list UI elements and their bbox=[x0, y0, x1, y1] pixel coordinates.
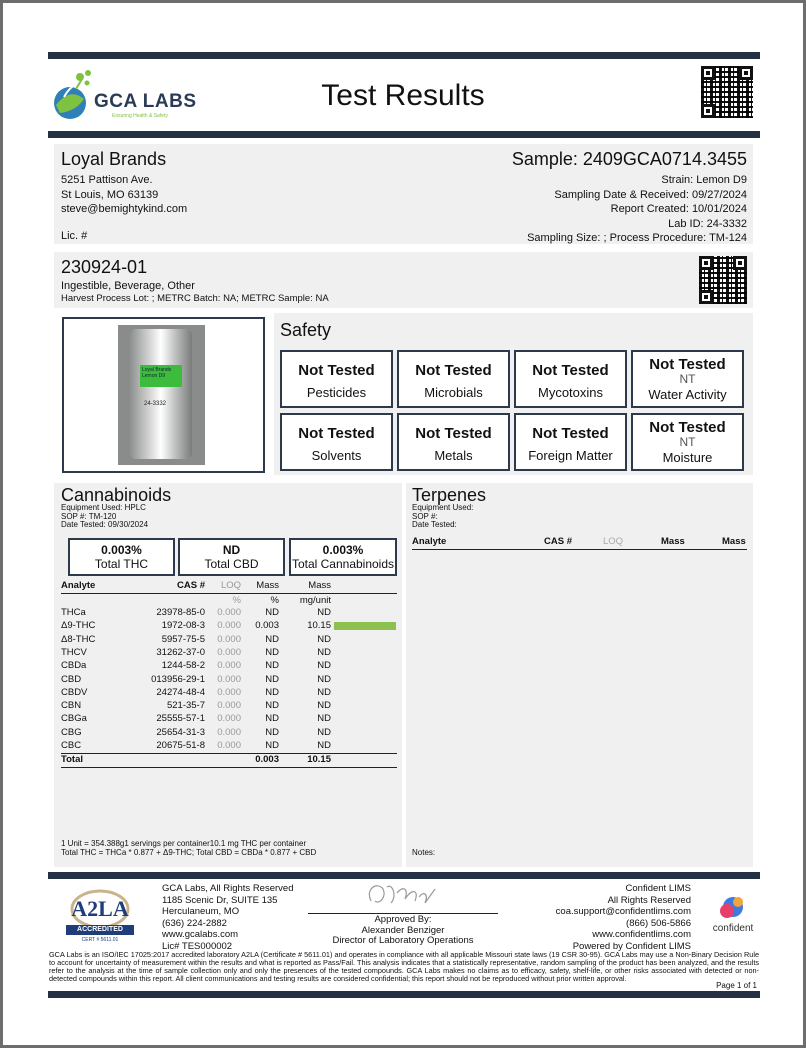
table-bottom-rule bbox=[61, 767, 397, 768]
sample-details bbox=[527, 173, 747, 246]
cas-cell: 24274-48-4 bbox=[156, 686, 205, 698]
safety-test-solvents bbox=[280, 413, 393, 471]
approval-block bbox=[303, 915, 503, 947]
mass-mg-cell: ND bbox=[317, 633, 331, 645]
gca-logo bbox=[50, 67, 197, 125]
mass-mg-cell: ND bbox=[317, 726, 331, 738]
mass-mg-cell: ND bbox=[317, 673, 331, 685]
lab-contact bbox=[162, 883, 293, 952]
mass-pct-cell: ND bbox=[265, 646, 279, 658]
safety-status: Not Tested bbox=[298, 362, 375, 379]
total-cbd-label: Total CBD bbox=[204, 557, 259, 571]
safety-status: Not Tested bbox=[415, 425, 492, 442]
cas-cell: 25555-57-1 bbox=[156, 713, 205, 725]
mass-mg-cell: ND bbox=[317, 660, 331, 672]
terp-col-loq: LOQ bbox=[603, 536, 624, 547]
safety-test-microbials bbox=[397, 350, 510, 408]
safety-test-mycotoxins bbox=[514, 350, 627, 408]
table-row bbox=[61, 634, 397, 647]
safety-test-metals bbox=[397, 413, 510, 471]
loq-cell: 0.000 bbox=[217, 686, 241, 698]
terpenes-heading: Terpenes bbox=[412, 485, 487, 505]
cas-cell: 1972-08-3 bbox=[161, 620, 205, 632]
mass-pct-cell: ND bbox=[265, 607, 279, 618]
a2la-cert: CERT # 5611.01 bbox=[81, 937, 119, 943]
col-loq: LOQ bbox=[220, 580, 241, 591]
loq-cell: 0.000 bbox=[217, 726, 241, 738]
lab-address1: 1185 Scenic Dr, SUITE 135 bbox=[162, 894, 278, 906]
safety-label: Metals bbox=[434, 448, 473, 463]
col-mass-pct: Mass bbox=[256, 580, 279, 591]
lims-phone: (866) 506-5866 bbox=[626, 917, 691, 929]
analyte-cell: Δ9-THC bbox=[61, 620, 96, 632]
table-row bbox=[61, 713, 397, 726]
accredited-banner: ACCREDITED bbox=[66, 925, 134, 935]
table-row bbox=[61, 727, 397, 740]
lab-id: Lab ID: 24-3332 bbox=[668, 217, 747, 230]
client-sample-panel bbox=[54, 144, 753, 244]
table-row bbox=[61, 607, 397, 620]
table-row bbox=[61, 674, 397, 687]
total-cbd-box bbox=[178, 538, 285, 576]
sample-date: Sampling Date & Received: 09/27/2024 bbox=[554, 188, 747, 201]
loq-cell: 0.000 bbox=[217, 646, 241, 658]
cas-cell: 1244-58-2 bbox=[161, 660, 205, 672]
beverage-can bbox=[130, 329, 192, 459]
logo-text: GCA LABS bbox=[94, 91, 197, 112]
mass-pct-cell: ND bbox=[265, 726, 279, 738]
safety-label: Moisture bbox=[662, 450, 713, 465]
cas-cell: 013956-29-1 bbox=[151, 673, 205, 685]
safety-status: Not Tested bbox=[298, 425, 375, 442]
approver-title: Director of Laboratory Operations bbox=[332, 935, 474, 946]
client-license: Lic. # bbox=[61, 230, 88, 242]
analyte-cell: THCV bbox=[61, 646, 87, 658]
confident-mark-icon bbox=[705, 893, 761, 923]
table-row bbox=[61, 647, 397, 660]
client-address-line1: 5251 Pattison Ave. bbox=[61, 174, 153, 186]
confident-logo bbox=[705, 893, 761, 939]
a2la-logo bbox=[65, 883, 135, 945]
confident-wordmark: confident bbox=[712, 923, 754, 934]
terp-col-analyte: Analyte bbox=[412, 536, 447, 547]
total-mg: 10.15 bbox=[307, 754, 331, 765]
cas-cell: 521-35-7 bbox=[166, 700, 205, 712]
unit-mass-pct: % bbox=[270, 595, 279, 606]
terpenes-date: Date Tested: bbox=[412, 520, 457, 529]
approver-name: Alexander Benziger bbox=[361, 924, 445, 936]
terpenes-meta bbox=[412, 504, 473, 530]
lims-name: Confident LIMS bbox=[625, 883, 691, 894]
table-row bbox=[61, 700, 397, 713]
total-cannabinoids-box bbox=[289, 538, 397, 576]
loq-cell: 0.000 bbox=[217, 700, 241, 712]
total-formula-note: Total THC = THCa * 0.877 + Δ9-THC; Total CBD = CBDa * 0.877 + CBD bbox=[61, 848, 317, 857]
loq-cell: 0.000 bbox=[217, 673, 241, 685]
a2la-mark-icon bbox=[65, 883, 135, 929]
sample-photo bbox=[118, 325, 205, 465]
sample-strain: Strain: Lemon D9 bbox=[661, 174, 747, 186]
analyte-cell: CBN bbox=[61, 700, 82, 712]
mass-pct-cell: ND bbox=[265, 686, 279, 698]
approved-by-label: Approved By: bbox=[374, 914, 432, 925]
lab-address2: Herculaneum, MO bbox=[162, 906, 240, 917]
terpenes-notes: Notes: bbox=[412, 848, 436, 857]
mass-mg-cell: ND bbox=[317, 700, 331, 712]
total-thc-box bbox=[68, 538, 175, 576]
analyte-cell: THCa bbox=[61, 607, 86, 618]
analyte-cell: CBDV bbox=[61, 686, 88, 698]
terpenes-sop: SOP #: bbox=[412, 511, 438, 521]
lims-rights: All Rights Reserved bbox=[607, 894, 691, 906]
disclaimer: GCA Labs is an ISO/IEC 17025:2017 accredited laboratory A2LA (Certificate # 5611.01) and operates in compliance with all applicable Missouri state laws (19 CSR 30-95). GCA Labs may use a Non-Binary Decision Rule to account for uncertainty of measurement within the results and what is reported as Pass/Fail. This analysis indicates that a statistically representative, random sampling of the product has been analyzed, and the results refer to the analysis at the time of sample collection only and only the presences of the tested compounds. GCA Labs makes no claims as to efficacy, safety, shelf-life, or other risks associated with detected or non-detected compounds within this report. All client communications and testing results are considered confidential; this report should not be reproduced without prior written approval. bbox=[49, 950, 759, 983]
analyte-cell: CBGa bbox=[61, 713, 87, 725]
total-label: Total bbox=[61, 754, 83, 765]
cannabinoid-total-row bbox=[61, 754, 397, 767]
safety-label: Microbials bbox=[424, 385, 483, 400]
cannabinoids-meta bbox=[61, 504, 148, 530]
terp-header-rule bbox=[412, 549, 747, 550]
mass-mg-cell: ND bbox=[317, 607, 331, 618]
safety-code: NT bbox=[679, 372, 696, 386]
col-analyte: Analyte bbox=[61, 580, 96, 591]
product-panel bbox=[54, 252, 753, 308]
safety-label: Mycotoxins bbox=[537, 385, 604, 400]
table-row bbox=[61, 660, 397, 673]
mass-mg-cell: ND bbox=[317, 686, 331, 698]
header-rule bbox=[48, 131, 760, 138]
analyte-cell: CBC bbox=[61, 740, 82, 751]
mass-mg-cell: 10.15 bbox=[307, 620, 331, 632]
total-thc-label: Total THC bbox=[94, 557, 149, 571]
svg-text:A2LA: A2LA bbox=[71, 896, 129, 921]
total-pct: 0.003 bbox=[255, 754, 279, 765]
unit-loq: % bbox=[232, 595, 241, 606]
terpenes-equipment: Equipment Used: bbox=[412, 503, 474, 512]
safety-status: Not Tested bbox=[532, 362, 609, 379]
lims-powered: Powered by Confident LIMS bbox=[572, 940, 691, 952]
can-code: 24-3332 bbox=[144, 401, 167, 407]
safety-test-foreign-matter bbox=[514, 413, 627, 471]
col-mass-mg: Mass bbox=[308, 580, 331, 591]
lims-website[interactable]: www.confidentlims.com bbox=[592, 929, 691, 940]
safety-label: Foreign Matter bbox=[528, 448, 613, 463]
top-rule bbox=[48, 52, 760, 59]
loq-cell: 0.000 bbox=[217, 660, 241, 672]
report-page bbox=[3, 3, 803, 1045]
col-cas: CAS # bbox=[177, 580, 205, 591]
safety-code: NT bbox=[679, 435, 696, 449]
sample-photo-frame bbox=[62, 317, 265, 473]
cas-cell: 25654-31-3 bbox=[156, 726, 205, 738]
approver-signature bbox=[363, 879, 443, 913]
unit-mass-mg: mg/unit bbox=[299, 595, 331, 606]
product-type: Ingestible, Beverage, Other bbox=[61, 280, 195, 292]
mass-pct-cell: ND bbox=[265, 633, 279, 645]
cannabinoids-equipment: Equipment Used: HPLC bbox=[61, 503, 146, 512]
lab-website[interactable]: www.gcalabs.com bbox=[162, 929, 239, 940]
cas-cell: 20675-51-8 bbox=[156, 740, 205, 751]
serving-note: 1 Unit = 354.388g1 servings per container10.1 mg THC per container bbox=[61, 839, 307, 848]
logo-tagline: Ensuring Health & Safety bbox=[112, 113, 168, 119]
cannabinoids-sop: SOP #: TM-120 bbox=[61, 511, 117, 521]
mass-mg-cell: ND bbox=[317, 713, 331, 725]
terp-col-cas: CAS # bbox=[544, 536, 572, 547]
lab-name: GCA Labs, All Rights Reserved bbox=[162, 883, 294, 894]
total-thc-value: 0.003% bbox=[101, 543, 142, 557]
table-row bbox=[61, 740, 397, 753]
client-address bbox=[61, 173, 187, 217]
total-cannabinoids-label: Total Cannabinoids bbox=[291, 557, 395, 571]
mass-pct-cell: 0.003 bbox=[255, 620, 279, 632]
loq-cell: 0.000 bbox=[217, 713, 241, 725]
client-address-line2: St Louis, MO 63139 bbox=[61, 188, 159, 201]
analyte-cell: CBDa bbox=[61, 660, 87, 672]
cannabinoids-heading: Cannabinoids bbox=[61, 485, 172, 505]
safety-heading: Safety bbox=[280, 320, 332, 340]
terp-col-mass1: Mass bbox=[661, 536, 685, 547]
loq-cell: 0.000 bbox=[217, 740, 241, 751]
cannabinoid-table-header bbox=[61, 580, 397, 593]
potency-bar bbox=[334, 622, 396, 630]
cannabinoid-footnotes bbox=[61, 839, 316, 857]
mass-pct-cell: ND bbox=[265, 740, 279, 751]
mass-pct-cell: ND bbox=[265, 660, 279, 672]
analyte-cell: CBD bbox=[61, 673, 82, 685]
table-header-rule bbox=[61, 593, 397, 594]
mass-pct-cell: ND bbox=[265, 700, 279, 712]
lab-license: Lic# TES000002 bbox=[162, 940, 233, 952]
total-cannabinoids-value: 0.003% bbox=[322, 543, 364, 557]
sample-id: Sample: 2409GCA0714.3455 bbox=[511, 149, 747, 169]
safety-label: Pesticides bbox=[306, 385, 367, 400]
table-row bbox=[61, 620, 397, 633]
sampling-size: Sampling Size: ; Process Procedure: TM-124 bbox=[527, 232, 747, 244]
safety-status: Not Tested bbox=[415, 362, 492, 379]
safety-label: Water Activity bbox=[648, 387, 727, 402]
terpene-table-header bbox=[412, 536, 747, 549]
lims-email[interactable]: coa.support@confidentlims.com bbox=[555, 906, 691, 917]
mass-mg-cell: ND bbox=[317, 646, 331, 658]
client-name: Loyal Brands bbox=[61, 149, 167, 169]
product-qr-code[interactable] bbox=[699, 256, 747, 304]
terp-col-mass2: Mass bbox=[722, 536, 746, 547]
safety-label: Solvents bbox=[311, 448, 362, 463]
bottom-rule bbox=[48, 991, 760, 998]
safety-status: Not Tested bbox=[649, 419, 726, 436]
safety-status: Not Tested bbox=[532, 425, 609, 442]
report-qr-code[interactable] bbox=[701, 66, 753, 118]
lab-phone: (636) 224-2882 bbox=[162, 917, 227, 929]
cas-cell: 31262-37-0 bbox=[156, 646, 205, 658]
cas-cell: 23978-85-0 bbox=[156, 607, 205, 618]
safety-test-moisture bbox=[631, 413, 744, 471]
loq-cell: 0.000 bbox=[217, 620, 241, 632]
harvest-info: Harvest Process Lot: ; METRC Batch: NA; METRC Sample: NA bbox=[61, 293, 329, 304]
report-created: Report Created: 10/01/2024 bbox=[610, 203, 747, 215]
page-number: Page 1 of 1 bbox=[716, 981, 757, 990]
batch-number: 230924-01 bbox=[61, 257, 148, 277]
table-row bbox=[61, 687, 397, 700]
safety-test-water-activity bbox=[631, 350, 744, 408]
mass-mg-cell: ND bbox=[317, 740, 331, 751]
analyte-cell: CBG bbox=[61, 726, 82, 738]
cannabinoids-date: Date Tested: 09/30/2024 bbox=[61, 520, 149, 529]
lims-contact bbox=[556, 883, 691, 952]
page-title: Test Results bbox=[321, 79, 485, 112]
cas-cell: 5957-75-5 bbox=[161, 633, 205, 645]
footer-rule bbox=[48, 872, 760, 879]
client-email: steve@bemightykind.com bbox=[61, 203, 188, 215]
loq-cell: 0.000 bbox=[217, 633, 241, 645]
can-label: Loyal Brands Lemon D9 bbox=[140, 365, 182, 387]
mass-pct-cell: ND bbox=[265, 713, 279, 725]
total-cbd-value: ND bbox=[222, 543, 241, 557]
analyte-cell: Δ8-THC bbox=[61, 633, 96, 645]
safety-panel bbox=[274, 313, 753, 475]
safety-test-pesticides bbox=[280, 350, 393, 408]
safety-status: Not Tested bbox=[649, 356, 726, 373]
loq-cell: 0.000 bbox=[217, 607, 241, 618]
mass-pct-cell: ND bbox=[265, 673, 279, 685]
